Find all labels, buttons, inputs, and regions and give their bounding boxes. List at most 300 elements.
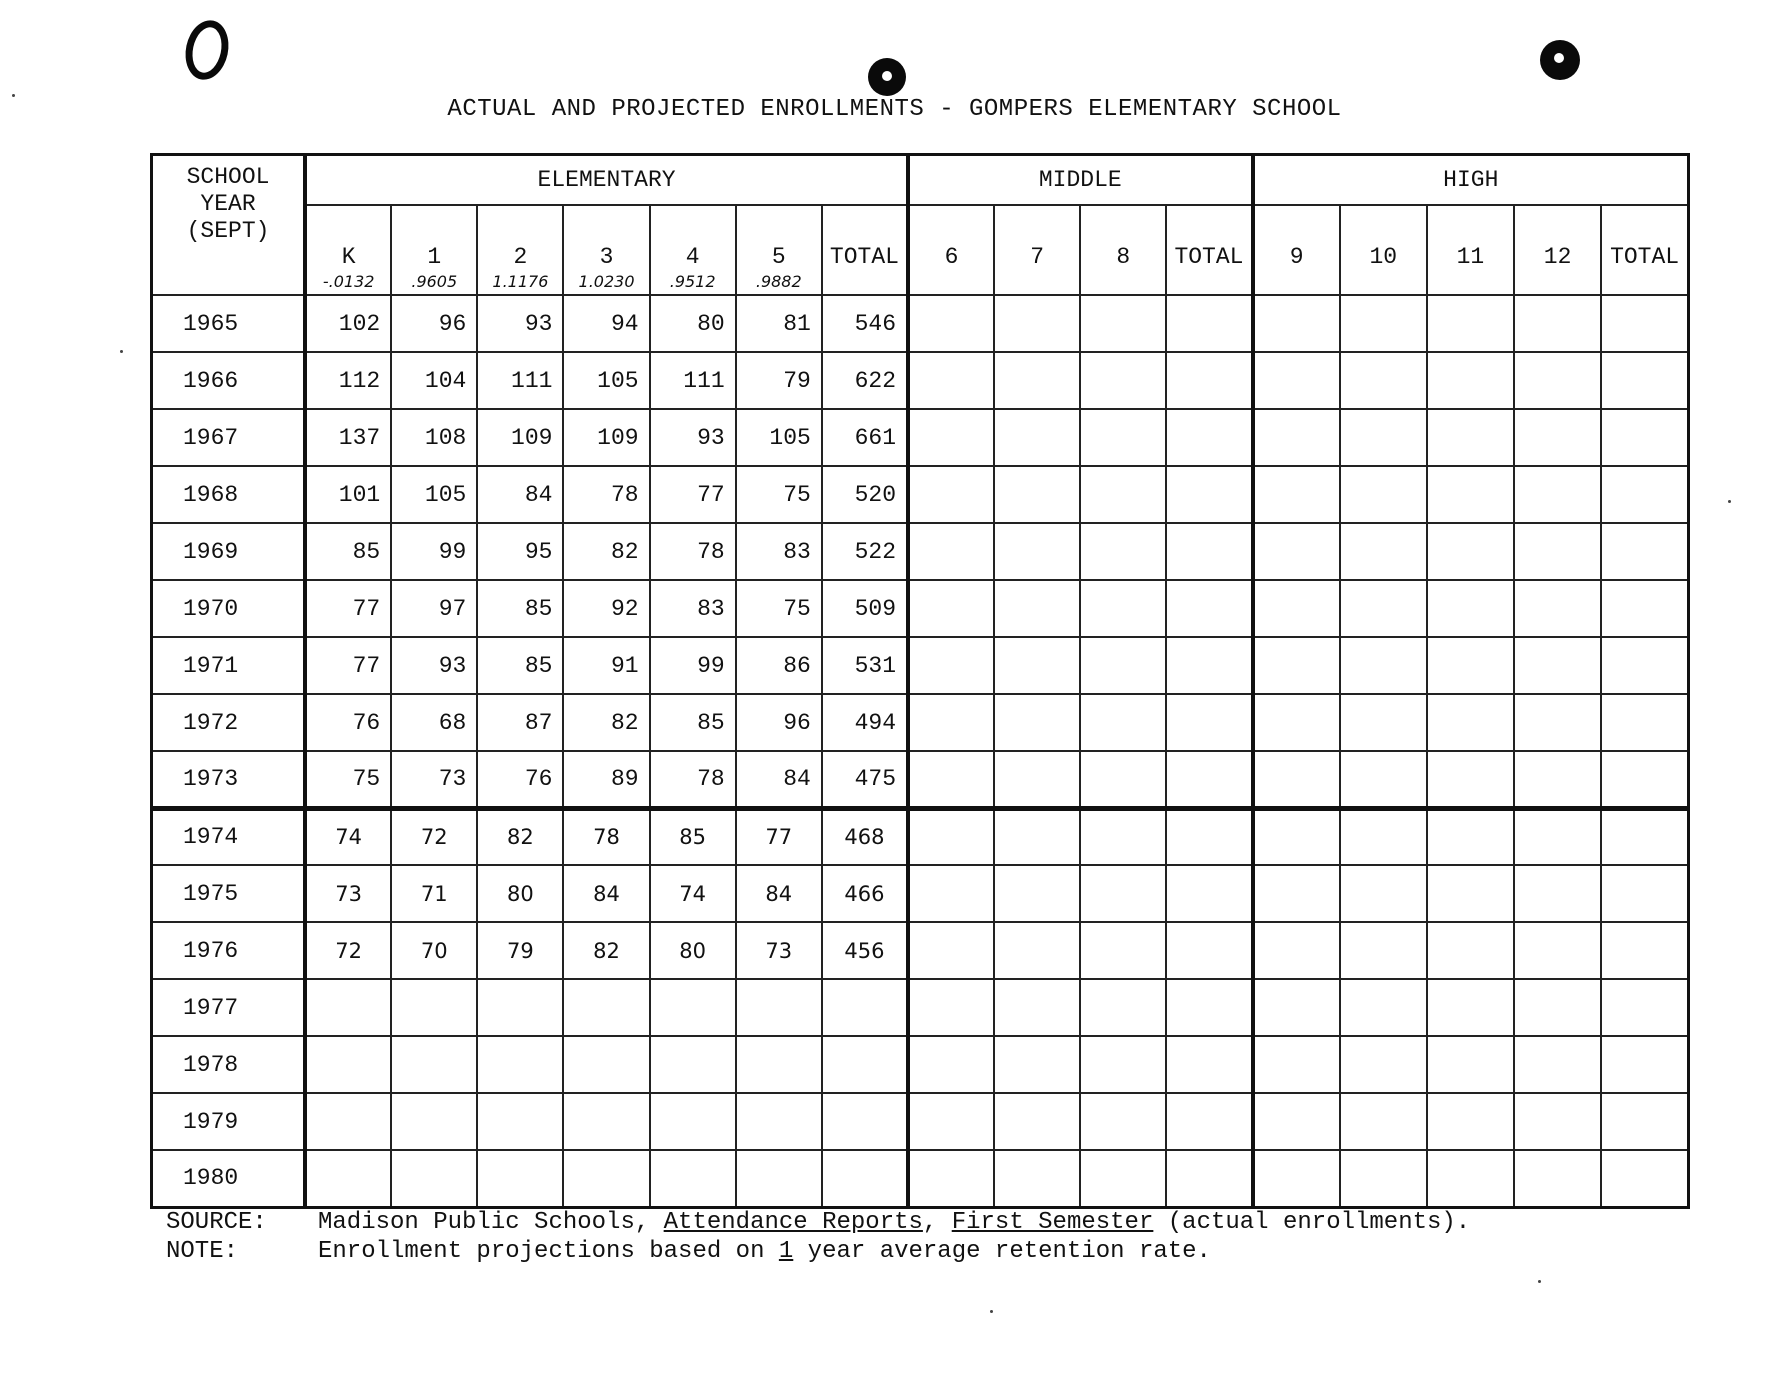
enrollment-cell: 76 — [305, 694, 391, 751]
high-cell — [1427, 694, 1514, 751]
high-cell — [1601, 580, 1688, 637]
enrollment-cell: 101 — [305, 466, 391, 523]
enrollment-cell: 70 — [391, 922, 477, 979]
high-cell — [1253, 409, 1340, 466]
enrollment-cell: 74 — [305, 808, 391, 865]
grade-column-header — [477, 205, 563, 295]
high-cell — [1253, 352, 1340, 409]
high-cell — [1340, 1036, 1427, 1093]
grade-column-header — [650, 205, 736, 295]
middle-cell — [1166, 409, 1252, 466]
middle-cell — [1166, 295, 1252, 352]
middle-cell — [1080, 1093, 1166, 1150]
grade-column-header — [994, 205, 1080, 295]
hole-punch-mark — [180, 16, 234, 83]
high-cell — [1514, 1093, 1601, 1150]
enrollment-cell: 85 — [650, 694, 736, 751]
enrollment-cell: 76 — [477, 751, 563, 808]
grade-column-header — [563, 205, 649, 295]
note-year-count: 1 — [778, 1238, 794, 1265]
table-row — [152, 523, 1689, 580]
grade-label: 9 — [1289, 244, 1304, 270]
table-row — [152, 922, 1689, 979]
enrollment-cell: 75 — [736, 580, 822, 637]
middle-cell — [1080, 1150, 1166, 1207]
table-row — [152, 295, 1689, 352]
middle-cell — [994, 1093, 1080, 1150]
enrollment-cell: 94 — [563, 295, 649, 352]
enrollment-cell: 71 — [391, 865, 477, 922]
enrollment-cell: 111 — [477, 352, 563, 409]
enrollment-cell — [563, 979, 649, 1036]
enrollment-cell — [736, 1093, 822, 1150]
middle-cell — [908, 751, 994, 808]
middle-cell — [1166, 808, 1252, 865]
high-cell — [1427, 808, 1514, 865]
enrollment-cell: 78 — [563, 808, 649, 865]
middle-cell — [1080, 979, 1166, 1036]
high-cell — [1340, 409, 1427, 466]
enrollment-cell: 73 — [305, 865, 391, 922]
school-year-cell: 1967 — [152, 409, 306, 466]
source-semester: First Semester — [951, 1209, 1154, 1236]
school-year-header-line: (SEPT) — [186, 218, 270, 244]
middle-cell — [908, 352, 994, 409]
high-cell — [1253, 865, 1340, 922]
table-row — [152, 466, 1689, 523]
enrollment-cell — [391, 1093, 477, 1150]
table-row — [152, 580, 1689, 637]
school-year-cell: 1969 — [152, 523, 306, 580]
high-cell — [1601, 1093, 1688, 1150]
high-cell — [1601, 352, 1688, 409]
enrollment-cell: 82 — [563, 922, 649, 979]
school-year-cell: 1972 — [152, 694, 306, 751]
elementary-total-cell — [822, 1036, 908, 1093]
middle-cell — [994, 979, 1080, 1036]
enrollment-cell: 93 — [477, 295, 563, 352]
grade-column-header — [1253, 205, 1340, 295]
page-title: ACTUAL AND PROJECTED ENROLLMENTS - GOMPERS ELEMENTARY SCHOOL — [447, 96, 1342, 123]
table-row — [152, 352, 1689, 409]
enrollment-cell: 80 — [650, 295, 736, 352]
enrollment-cell: 75 — [305, 751, 391, 808]
school-year-cell: 1976 — [152, 922, 306, 979]
school-year-header-line: SCHOOL — [186, 164, 270, 190]
middle-cell — [908, 808, 994, 865]
high-cell — [1514, 979, 1601, 1036]
high-cell — [1427, 637, 1514, 694]
school-year-cell: 1966 — [152, 352, 306, 409]
elementary-total-cell: 661 — [822, 409, 908, 466]
grade-label: K — [341, 244, 356, 270]
middle-cell — [994, 295, 1080, 352]
retention-rate: .9882 — [755, 272, 802, 291]
middle-cell — [994, 523, 1080, 580]
note-text — [318, 1237, 1211, 1266]
enrollment-cell: 96 — [391, 295, 477, 352]
high-total-header — [1601, 205, 1688, 295]
grade-label: 1 — [427, 244, 442, 270]
table-row — [152, 1093, 1689, 1150]
high-cell — [1340, 295, 1427, 352]
middle-cell — [1080, 694, 1166, 751]
high-cell — [1253, 295, 1340, 352]
school-year-cell: 1979 — [152, 1093, 306, 1150]
grade-column-header — [1427, 205, 1514, 295]
middle-cell — [1080, 865, 1166, 922]
middle-cell — [1080, 1036, 1166, 1093]
enrollment-table — [150, 153, 1690, 1209]
high-cell — [1427, 922, 1514, 979]
middle-cell — [908, 409, 994, 466]
enrollment-cell — [563, 1036, 649, 1093]
elementary-total-cell — [822, 1093, 908, 1150]
enrollment-cell: 95 — [477, 523, 563, 580]
middle-total-header — [1166, 205, 1252, 295]
table-row — [152, 865, 1689, 922]
elementary-total-cell: 546 — [822, 295, 908, 352]
high-cell — [1601, 922, 1688, 979]
enrollment-cell: 97 — [391, 580, 477, 637]
enrollment-cell: 109 — [477, 409, 563, 466]
scan-speck — [120, 350, 123, 353]
high-cell — [1253, 808, 1340, 865]
enrollment-cell — [650, 1093, 736, 1150]
school-year-cell: 1971 — [152, 637, 306, 694]
enrollment-cell: 85 — [477, 580, 563, 637]
high-cell — [1340, 1093, 1427, 1150]
enrollment-cell: 112 — [305, 352, 391, 409]
grade-column-header — [1514, 205, 1601, 295]
hole-punch-mark — [868, 58, 906, 96]
enrollment-cell: 79 — [477, 922, 563, 979]
enrollment-cell: 85 — [477, 637, 563, 694]
enrollment-cell — [391, 1036, 477, 1093]
high-cell — [1340, 523, 1427, 580]
enrollment-cell — [391, 979, 477, 1036]
grade-label: 2 — [513, 244, 528, 270]
high-cell — [1253, 580, 1340, 637]
table-row — [152, 808, 1689, 865]
high-cell — [1514, 580, 1601, 637]
high-cell — [1514, 295, 1601, 352]
grade-column-header — [305, 205, 391, 295]
high-cell — [1427, 409, 1514, 466]
enrollment-cell: 89 — [563, 751, 649, 808]
middle-cell — [1166, 637, 1252, 694]
high-cell — [1601, 295, 1688, 352]
enrollment-cell: 77 — [650, 466, 736, 523]
high-cell — [1340, 466, 1427, 523]
middle-cell — [1166, 865, 1252, 922]
enrollment-cell: 78 — [563, 466, 649, 523]
high-cell — [1427, 352, 1514, 409]
high-cell — [1514, 409, 1601, 466]
retention-rate: .9605 — [411, 272, 458, 291]
high-cell — [1514, 466, 1601, 523]
enrollment-cell: 84 — [563, 865, 649, 922]
middle-cell — [908, 466, 994, 523]
middle-cell — [994, 1150, 1080, 1207]
elementary-total-cell: 509 — [822, 580, 908, 637]
high-group-header: HIGH — [1253, 155, 1689, 206]
grade-column-header — [736, 205, 822, 295]
enrollment-cell: 87 — [477, 694, 563, 751]
school-year-cell: 1974 — [152, 808, 306, 865]
enrollment-cell: 109 — [563, 409, 649, 466]
enrollment-cell — [305, 1150, 391, 1207]
school-year-cell: 1978 — [152, 1036, 306, 1093]
high-cell — [1514, 751, 1601, 808]
middle-cell — [1166, 1093, 1252, 1150]
middle-cell — [994, 352, 1080, 409]
enrollment-cell — [563, 1150, 649, 1207]
middle-cell — [908, 865, 994, 922]
enrollment-cell: 80 — [650, 922, 736, 979]
school-year-header — [152, 155, 306, 296]
high-cell — [1601, 637, 1688, 694]
enrollment-cell — [650, 1036, 736, 1093]
enrollment-cell: 108 — [391, 409, 477, 466]
enrollment-cell: 79 — [736, 352, 822, 409]
grade-label: 5 — [771, 244, 786, 270]
enrollment-cell: 72 — [391, 808, 477, 865]
high-cell — [1340, 751, 1427, 808]
enrollment-cell: 73 — [391, 751, 477, 808]
high-cell — [1601, 979, 1688, 1036]
high-cell — [1427, 295, 1514, 352]
elementary-total-cell: 475 — [822, 751, 908, 808]
middle-cell — [994, 865, 1080, 922]
high-cell — [1514, 694, 1601, 751]
grade-label: 3 — [599, 244, 614, 270]
enrollment-cell: 84 — [477, 466, 563, 523]
high-cell — [1601, 1150, 1688, 1207]
high-cell — [1340, 637, 1427, 694]
school-year-cell: 1970 — [152, 580, 306, 637]
elementary-total-cell: 456 — [822, 922, 908, 979]
high-cell — [1514, 1036, 1601, 1093]
enrollment-cell: 72 — [305, 922, 391, 979]
table-body — [152, 295, 1689, 1207]
middle-cell — [908, 694, 994, 751]
middle-cell — [908, 922, 994, 979]
enrollment-cell: 85 — [305, 523, 391, 580]
grade-column-header — [908, 205, 994, 295]
middle-cell — [908, 1036, 994, 1093]
high-cell — [1427, 1150, 1514, 1207]
grade-column-header — [1080, 205, 1166, 295]
high-cell — [1253, 466, 1340, 523]
middle-cell — [994, 694, 1080, 751]
middle-cell — [1166, 466, 1252, 523]
middle-cell — [994, 922, 1080, 979]
enrollment-cell: 99 — [650, 637, 736, 694]
table-row — [152, 979, 1689, 1036]
elementary-total-cell — [822, 979, 908, 1036]
footnotes — [166, 1208, 1470, 1266]
source-text-part: (actual enrollments). — [1153, 1209, 1471, 1236]
high-cell — [1427, 580, 1514, 637]
middle-cell — [994, 637, 1080, 694]
enrollment-cell — [736, 1150, 822, 1207]
elementary-total-cell: 622 — [822, 352, 908, 409]
high-cell — [1427, 523, 1514, 580]
high-cell — [1253, 637, 1340, 694]
school-year-cell: 1965 — [152, 295, 306, 352]
scan-speck — [990, 1310, 993, 1313]
middle-cell — [1166, 523, 1252, 580]
high-cell — [1253, 979, 1340, 1036]
high-cell — [1340, 1150, 1427, 1207]
enrollment-cell: 137 — [305, 409, 391, 466]
school-year-cell: 1977 — [152, 979, 306, 1036]
enrollment-cell: 77 — [736, 808, 822, 865]
hole-punch-mark — [1540, 40, 1580, 80]
school-year-header-line: YEAR — [200, 191, 256, 217]
enrollment-cell: 82 — [477, 808, 563, 865]
elementary-total-cell: 468 — [822, 808, 908, 865]
grade-label: 4 — [685, 244, 700, 270]
retention-rate: 1.1176 — [492, 272, 549, 291]
enrollment-cell: 82 — [563, 523, 649, 580]
enrollment-cell — [650, 1150, 736, 1207]
enrollment-cell: 99 — [391, 523, 477, 580]
school-year-cell: 1980 — [152, 1150, 306, 1207]
high-cell — [1427, 466, 1514, 523]
elementary-total-cell: 522 — [822, 523, 908, 580]
middle-cell — [908, 1150, 994, 1207]
grade-label: 6 — [944, 244, 959, 270]
high-cell — [1601, 865, 1688, 922]
enrollment-cell — [477, 1036, 563, 1093]
enrollment-cell: 80 — [477, 865, 563, 922]
enrollment-cell: 85 — [650, 808, 736, 865]
enrollment-cell: 74 — [650, 865, 736, 922]
high-cell — [1340, 352, 1427, 409]
enrollment-cell — [305, 979, 391, 1036]
enrollment-cell: 105 — [736, 409, 822, 466]
middle-cell — [908, 580, 994, 637]
total-label: TOTAL — [829, 244, 899, 270]
high-cell — [1514, 808, 1601, 865]
high-cell — [1253, 1093, 1340, 1150]
enrollment-cell — [563, 1093, 649, 1150]
enrollment-cell — [477, 1093, 563, 1150]
enrollment-cell: 91 — [563, 637, 649, 694]
high-cell — [1427, 979, 1514, 1036]
middle-cell — [908, 295, 994, 352]
middle-cell — [1166, 979, 1252, 1036]
note-label: NOTE: — [166, 1238, 239, 1265]
middle-cell — [1080, 808, 1166, 865]
elementary-total-cell: 520 — [822, 466, 908, 523]
high-cell — [1427, 1093, 1514, 1150]
high-cell — [1427, 865, 1514, 922]
source-note — [166, 1208, 1470, 1237]
middle-cell — [1166, 580, 1252, 637]
elementary-total-cell: 531 — [822, 637, 908, 694]
enrollment-cell: 83 — [736, 523, 822, 580]
high-cell — [1601, 751, 1688, 808]
middle-cell — [994, 751, 1080, 808]
enrollment-cell — [391, 1150, 477, 1207]
total-label: TOTAL — [1174, 244, 1244, 270]
enrollment-cell: 82 — [563, 694, 649, 751]
enrollment-cell: 84 — [736, 751, 822, 808]
middle-cell — [1080, 523, 1166, 580]
enrollment-cell: 93 — [391, 637, 477, 694]
enrollment-cell — [736, 979, 822, 1036]
grade-label: 10 — [1369, 244, 1398, 270]
high-cell — [1253, 922, 1340, 979]
school-year-cell: 1975 — [152, 865, 306, 922]
enrollment-cell: 105 — [563, 352, 649, 409]
middle-cell — [1166, 1036, 1252, 1093]
scan-speck — [1728, 500, 1731, 503]
enrollment-cell: 86 — [736, 637, 822, 694]
middle-cell — [994, 466, 1080, 523]
high-cell — [1601, 523, 1688, 580]
elementary-group-header: ELEMENTARY — [305, 155, 908, 206]
middle-cell — [994, 1036, 1080, 1093]
middle-cell — [994, 409, 1080, 466]
source-text-part: , — [922, 1209, 952, 1236]
high-cell — [1253, 1036, 1340, 1093]
middle-cell — [908, 1093, 994, 1150]
middle-cell — [1080, 637, 1166, 694]
elementary-total-cell: 466 — [822, 865, 908, 922]
grade-column-header — [391, 205, 477, 295]
enrollment-cell: 105 — [391, 466, 477, 523]
school-year-cell: 1968 — [152, 466, 306, 523]
grade-label: 12 — [1543, 244, 1572, 270]
retention-rate: 1.0230 — [578, 272, 635, 291]
high-cell — [1340, 580, 1427, 637]
middle-cell — [1080, 295, 1166, 352]
high-cell — [1253, 751, 1340, 808]
retention-rate: -.0132 — [322, 272, 375, 291]
high-cell — [1253, 523, 1340, 580]
source-publication: Attendance Reports — [663, 1209, 923, 1236]
table-row — [152, 694, 1689, 751]
enrollment-cell — [477, 979, 563, 1036]
enrollment-cell — [305, 1093, 391, 1150]
high-cell — [1514, 865, 1601, 922]
enrollment-cell: 92 — [563, 580, 649, 637]
note-text-part: year average retention rate. — [793, 1238, 1211, 1265]
high-cell — [1253, 694, 1340, 751]
middle-cell — [1080, 751, 1166, 808]
enrollment-cell: 84 — [736, 865, 822, 922]
high-cell — [1514, 1150, 1601, 1207]
high-cell — [1601, 1036, 1688, 1093]
enrollment-cell: 77 — [305, 580, 391, 637]
enrollment-cell: 93 — [650, 409, 736, 466]
middle-cell — [908, 523, 994, 580]
high-cell — [1601, 466, 1688, 523]
grade-label: 8 — [1116, 244, 1131, 270]
enrollment-cell — [650, 979, 736, 1036]
high-cell — [1340, 979, 1427, 1036]
high-cell — [1601, 409, 1688, 466]
enrollment-cell: 78 — [650, 523, 736, 580]
high-cell — [1427, 751, 1514, 808]
middle-cell — [1080, 409, 1166, 466]
middle-cell — [1166, 1150, 1252, 1207]
high-cell — [1514, 523, 1601, 580]
